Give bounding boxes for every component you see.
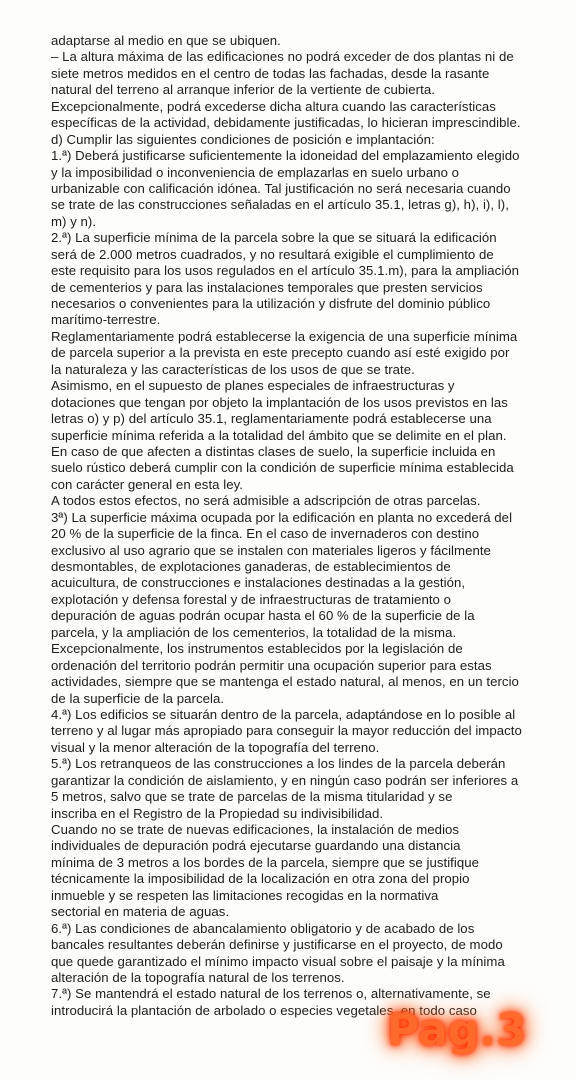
text-line: exclusivo al uso agrario que se instalen con materiales ligeros y fácilmente — [51, 542, 491, 558]
text-line: específicas de la actividad, debidamente justificadas, lo hicieran imprescindible. — [51, 115, 521, 131]
text-line: Cuando no se trate de nuevas edificaciones, la instalación de medios — [51, 822, 460, 837]
text-line: la naturaleza y las características de los usos de que se trate. — [51, 361, 415, 377]
text-line: inmueble y se respeten las limitaciones recogidas en la normativa — [51, 887, 439, 903]
text-line: A todos estos efectos, no será admisible a adscripción de otras parcelas. — [51, 493, 481, 509]
text-line: acuicultura, de construcciones e instalaciones destinadas a la gestión, — [51, 575, 466, 591]
text-line: mínima de 3 metros a los bordes de la parcela, siempre que se justifique — [51, 854, 480, 870]
text-line: 2.ª) La superficie mínima de la parcela sobre la que se situará la edificación — [51, 230, 497, 246]
text-line: necesarios o convenientes para la utilización y disfrute del dominio público — [51, 296, 491, 311]
text-line: 4.ª) Los edificios se situarán dentro de la parcela, adaptándose en lo posible al — [51, 706, 516, 722]
text-line: d) Cumplir las siguientes condiciones de posición e implantación: — [51, 131, 435, 147]
text-line: 5.ª) Los retranqueos de las construcciones a los lindes de la parcela deberán — [51, 756, 506, 772]
text-line: dotaciones que tengan por objeto la implantación de los usos previstos en las — [51, 394, 508, 410]
text-line: actividades, siempre que se mantenga el estado natural, al menos, en un tercio — [51, 674, 519, 690]
text-line: inscriba en el Registro de la Propiedad su indivisibilidad. — [51, 805, 384, 821]
text-line: terreno y al lugar más apropiado para conseguir la mayor reducción del impacto — [51, 723, 522, 739]
text-line: 3ª) La superficie máxima ocupada por la edificación en planta no excederá del — [51, 509, 513, 525]
text-line: será de 2.000 metros cuadrados, y no resultará exigible el cumplimiento de — [51, 246, 494, 262]
text-line: garantizar la condición de aislamiento, y en ningún caso podrán ser inferiores a — [51, 772, 519, 788]
text-line: de cementerios y para las instalaciones temporales que presten servicios — [51, 279, 483, 295]
text-line: Reglamentariamente podrá establecerse la exigencia de una superficie mínima — [51, 328, 518, 344]
text-line: se trate de las construcciones señaladas en el artículo 35.1, letras g), h), i), l), — [51, 197, 509, 213]
text-line: m) y n). — [51, 213, 97, 229]
text-line: ordenación del territorio podrán permitir una ocupación superior para estas — [51, 657, 492, 673]
text-line: adaptarse al medio en que se ubiquen. — [51, 33, 281, 48]
text-line: individuales de depuración podrá ejecutarse guardando una distancia — [51, 838, 461, 854]
text-line: introducirá la plantación de arbolado o especies vegetales, en todo caso — [51, 1002, 477, 1018]
text-line: suelo rústico deberá cumplir con la condición de superficie mínima establecida — [51, 460, 514, 476]
text-line: natural del terreno al arranque inferior de la vertiente de cubierta. — [51, 82, 435, 98]
text-line: parcela, y la ampliación de los cementerios, la totalidad de la misma. — [51, 624, 457, 640]
text-line: técnicamente la imposibilidad de la localización en otra zona del propio — [51, 871, 470, 887]
text-line: sectorial en materia de aguas. — [51, 904, 230, 920]
body-text — [51, 33, 541, 1019]
text-line: de parcela superior a la prevista en este precepto cuando así esté exigido por — [51, 345, 510, 361]
text-line: letras o) y p) del artículo 35.1, reglamentariamente podrá establecerse una — [51, 411, 492, 427]
text-line: En caso de que afecten a distintas clases de suelo, la superficie incluida en — [51, 443, 496, 459]
text-line: este requisito para los usos regulados en el artículo 35.1.m), para la ampliación — [51, 263, 520, 279]
text-line: depuración de aguas podrán ocupar hasta el 60 % de la superficie de la — [51, 608, 475, 624]
text-line: 7.ª) Se mantendrá el estado natural de los terrenos o, alternativamente, se — [51, 986, 491, 1002]
text-line: 1.ª) Deberá justificarse suficientemente la idoneidad del emplazamiento elegido — [51, 148, 520, 164]
text-line: de la superficie de la parcela. — [51, 690, 225, 706]
text-line: con carácter general en esta ley. — [51, 476, 243, 492]
text-line: visual y la menor alteración de la topografía del terreno. — [51, 739, 380, 755]
text-line: urbanizable con calificación idónea. Tal justificación no será necesaria cuando — [51, 180, 511, 196]
text-line: siete metros medidos en el centro de todas las fachadas, desde la rasante — [51, 65, 490, 81]
text-line: – La altura máxima de las edificaciones no podrá exceder de dos plantas ni de — [51, 49, 514, 65]
text-line: marítimo-terrestre. — [51, 312, 161, 328]
page-number-label: Pag.3 — [387, 1005, 527, 1056]
text-line: 20 % de la superficie de la finca. En el caso de invernaderos con destino — [51, 526, 480, 542]
text-line: bancales resultantes deberán definirse y justificarse en el proyecto, de modo — [51, 937, 503, 953]
text-line: superficie mínima referida a la totalidad del ámbito que se delimite en el plan. — [51, 427, 507, 443]
text-line: que quede garantizado el mínimo impacto visual sobre el paisaje y la mínima — [51, 953, 505, 969]
text-line: 5 metros, salvo que se trate de parcelas de la misma titularidad y se — [51, 789, 453, 805]
text-line: 6.ª) Las condiciones de abancalamiento obligatorio y de acabado de los — [51, 920, 475, 936]
text-line: Excepcionalmente, podrá excederse dicha altura cuando las características — [51, 98, 496, 114]
text-line: desmontables, de explotaciones ganaderas, de establecimientos de — [51, 559, 451, 574]
text-line: y la imposibilidad o inconveniencia de emplazarlas en suelo urbano o — [51, 164, 460, 180]
text-line: explotación y defensa forestal y de infraestructuras de tratamiento o — [51, 591, 452, 607]
text-line: Asimismo, en el supuesto de planes especiales de infraestructuras y — [51, 378, 455, 394]
text-line: Excepcionalmente, los instrumentos establecidos por la legislación de — [51, 641, 463, 657]
text-line: alteración de la topografía natural de los terrenos. — [51, 969, 345, 985]
